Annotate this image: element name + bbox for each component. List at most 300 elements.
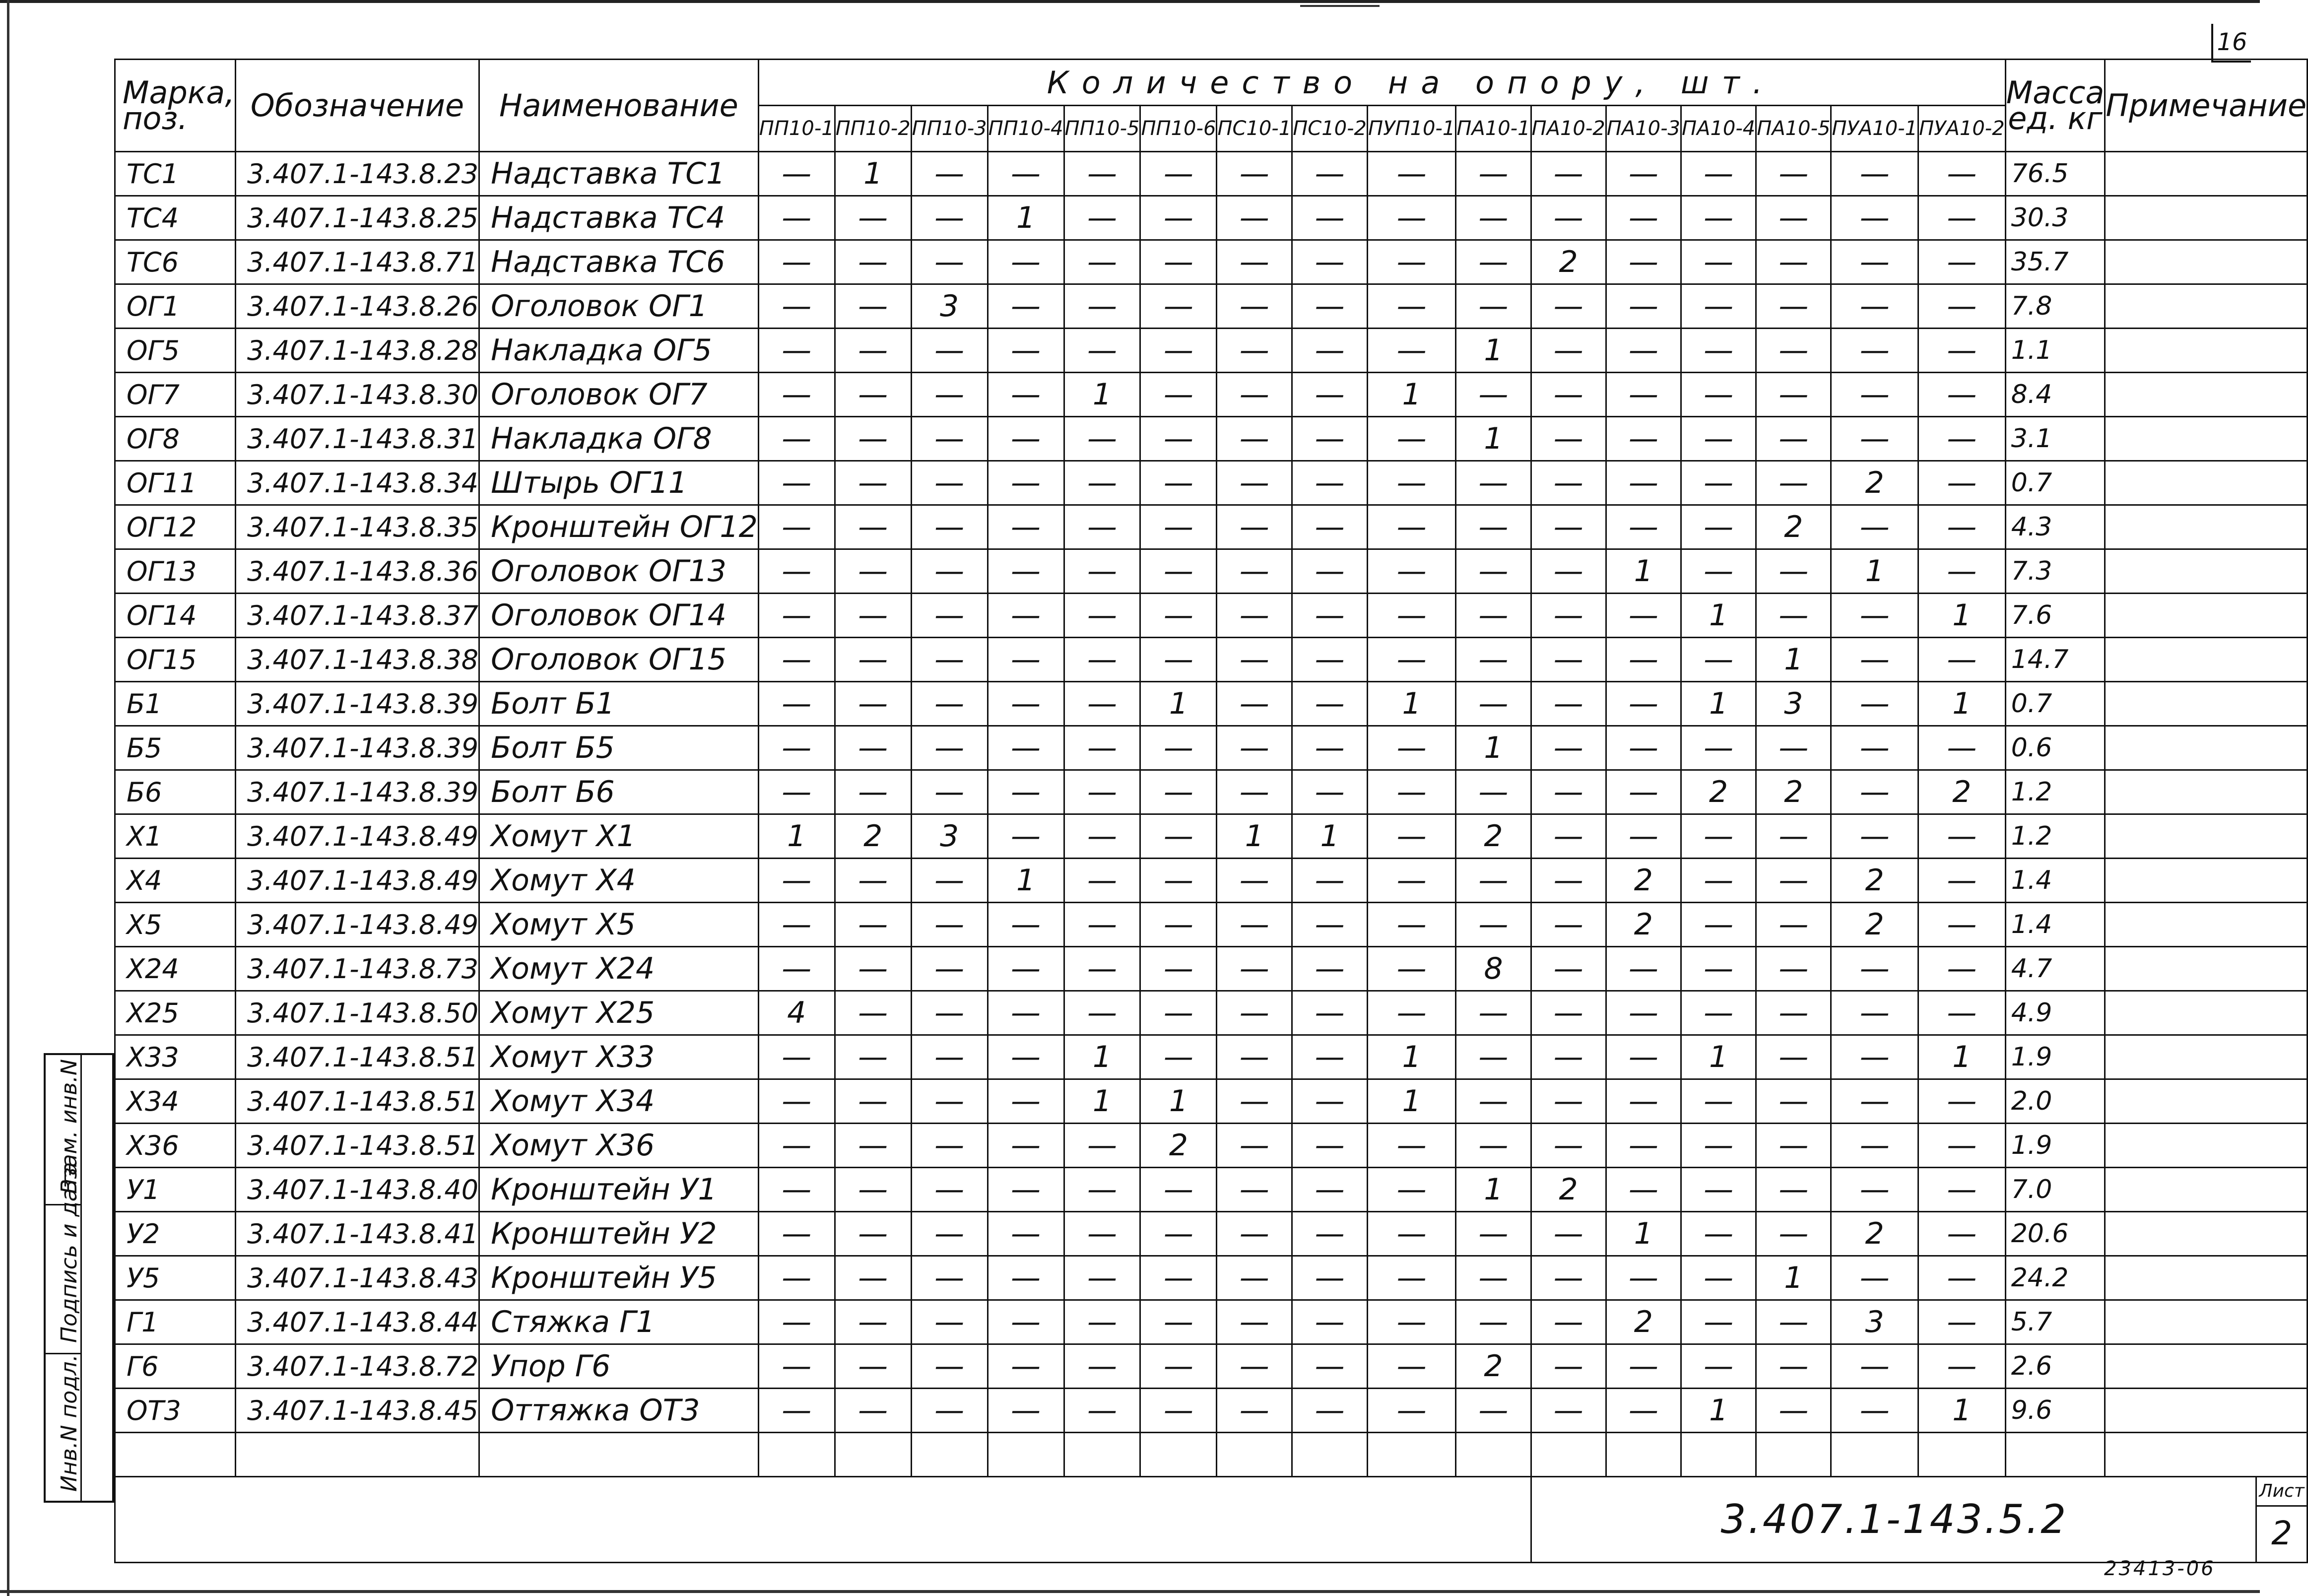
item-quantity: — [1292, 461, 1368, 505]
item-quantity: — [1292, 682, 1368, 726]
item-quantity: — [988, 991, 1064, 1035]
item-mark: ОГ1 [115, 284, 236, 329]
item-quantity: — [1756, 991, 1831, 1035]
item-quantity: — [1367, 947, 1455, 991]
empty-cell [1292, 1433, 1368, 1477]
title-block [1531, 1477, 2308, 1563]
item-mark: ОГ14 [115, 594, 236, 638]
item-quantity: — [1064, 770, 1140, 814]
item-quantity: — [988, 814, 1064, 859]
item-quantity: — [988, 726, 1064, 770]
item-quantity: — [1064, 1124, 1140, 1168]
item-note [2105, 284, 2308, 329]
item-quantity: — [911, 505, 988, 549]
item-quantity: 1 [1367, 1035, 1455, 1079]
item-quantity: — [1606, 505, 1681, 549]
item-quantity: — [1064, 947, 1140, 991]
empty-cell [1367, 1433, 1455, 1477]
item-quantity: — [758, 152, 835, 196]
item-mass: 3.1 [2005, 417, 2105, 461]
item-quantity: — [1217, 638, 1292, 682]
item-quantity: — [1531, 947, 1606, 991]
item-quantity: — [1756, 1079, 1831, 1124]
support-header: ПУА10-1 [1831, 106, 1918, 152]
table-row [115, 1124, 2308, 1168]
item-quantity: — [835, 947, 911, 991]
item-name: Кронштейн ОГ12 [479, 505, 759, 549]
table-row [115, 152, 2308, 196]
item-note [2105, 1389, 2308, 1433]
item-quantity: — [911, 991, 988, 1035]
item-quantity: — [1681, 152, 1756, 196]
item-quantity: — [911, 1035, 988, 1079]
item-name: Кронштейн У2 [479, 1212, 759, 1256]
item-note [2105, 1035, 2308, 1079]
item-quantity: — [1367, 329, 1455, 373]
item-quantity: — [1606, 1079, 1681, 1124]
item-quantity: — [911, 859, 988, 903]
item-name: Болт Б1 [479, 682, 759, 726]
item-quantity: — [1292, 1256, 1368, 1300]
item-quantity: — [1918, 859, 2006, 903]
table-row [115, 1212, 2308, 1256]
table-row [115, 594, 2308, 638]
item-quantity: — [1681, 903, 1756, 947]
item-mass: 1.4 [2005, 859, 2105, 903]
empty-cell [835, 1433, 911, 1477]
item-quantity: — [1064, 152, 1140, 196]
item-name: Надставка ТС1 [479, 152, 759, 196]
table-row [115, 1168, 2308, 1212]
item-quantity: — [1756, 284, 1831, 329]
item-quantity: — [835, 329, 911, 373]
item-quantity: — [1756, 152, 1831, 196]
sheet-label: Лист [2255, 1477, 2307, 1507]
item-quantity: — [1292, 1344, 1368, 1389]
item-quantity: — [1456, 1079, 1531, 1124]
item-designation: 3.407.1-143.8.37 [236, 594, 479, 638]
item-quantity: — [988, 373, 1064, 417]
item-quantity: — [1292, 770, 1368, 814]
empty-cell [758, 1433, 835, 1477]
item-quantity: 1 [1064, 1035, 1140, 1079]
item-quantity: — [1217, 1256, 1292, 1300]
item-quantity: 1 [1756, 1256, 1831, 1300]
item-mark: ОГ7 [115, 373, 236, 417]
item-quantity: — [758, 638, 835, 682]
item-quantity: — [911, 770, 988, 814]
item-quantity: — [758, 1389, 835, 1433]
item-quantity: — [988, 947, 1064, 991]
title-block-box [1532, 1477, 2307, 1562]
item-quantity: — [1681, 1124, 1756, 1168]
item-quantity: — [1140, 814, 1217, 859]
item-quantity: 2 [1606, 859, 1681, 903]
item-designation: 3.407.1-143.8.49 [236, 814, 479, 859]
item-note [2105, 991, 2308, 1035]
item-mark: Х25 [115, 991, 236, 1035]
item-mass: 4.9 [2005, 991, 2105, 1035]
item-quantity: — [1217, 1124, 1292, 1168]
item-note [2105, 903, 2308, 947]
item-mark: У1 [115, 1168, 236, 1212]
item-quantity: — [1292, 284, 1368, 329]
item-quantity: 1 [835, 152, 911, 196]
table-row [115, 240, 2308, 284]
item-quantity: — [1217, 417, 1292, 461]
item-quantity: 1 [1681, 1035, 1756, 1079]
item-quantity: — [1756, 329, 1831, 373]
table-row [115, 461, 2308, 505]
item-quantity: — [1456, 152, 1531, 196]
item-mass: 24.2 [2005, 1256, 2105, 1300]
item-quantity: — [1606, 594, 1681, 638]
item-quantity: — [1140, 461, 1217, 505]
item-quantity: — [988, 549, 1064, 594]
item-quantity: — [1531, 196, 1606, 240]
item-note [2105, 1079, 2308, 1124]
item-quantity: — [1831, 1035, 1918, 1079]
item-quantity: — [1681, 373, 1756, 417]
document-code: 3.407.1-143.5.2 [1720, 1496, 2068, 1542]
item-quantity: — [1918, 373, 2006, 417]
item-quantity: 2 [1606, 903, 1681, 947]
item-quantity: — [1681, 1212, 1756, 1256]
item-quantity: — [835, 1035, 911, 1079]
item-quantity: — [835, 859, 911, 903]
item-quantity: — [1606, 461, 1681, 505]
item-quantity: — [1217, 1344, 1292, 1389]
item-quantity: — [1064, 1344, 1140, 1389]
empty-cell [1681, 1433, 1756, 1477]
item-quantity: — [988, 152, 1064, 196]
item-note [2105, 461, 2308, 505]
item-mark: Х5 [115, 903, 236, 947]
item-quantity: — [1064, 814, 1140, 859]
item-quantity: — [1606, 638, 1681, 682]
item-quantity: — [911, 903, 988, 947]
item-quantity: — [1606, 726, 1681, 770]
item-quantity: 1 [1681, 682, 1756, 726]
item-quantity: — [758, 1124, 835, 1168]
item-quantity: — [758, 417, 835, 461]
item-quantity: — [1217, 505, 1292, 549]
item-quantity: 1 [1064, 373, 1140, 417]
item-quantity: 3 [911, 814, 988, 859]
item-quantity: 2 [1456, 1344, 1531, 1389]
item-mass: 0.7 [2005, 461, 2105, 505]
item-quantity: — [1367, 991, 1455, 1035]
item-quantity: — [1367, 1124, 1455, 1168]
item-quantity: — [1064, 417, 1140, 461]
item-quantity: — [835, 903, 911, 947]
item-quantity: — [1531, 1389, 1606, 1433]
item-quantity: — [1217, 461, 1292, 505]
item-quantity: — [1367, 152, 1455, 196]
item-quantity: — [1367, 770, 1455, 814]
item-quantity: — [1456, 859, 1531, 903]
item-quantity: — [1831, 682, 1918, 726]
item-note [2105, 1256, 2308, 1300]
item-quantity: — [1918, 814, 2006, 859]
empty-cell [2105, 1433, 2308, 1477]
item-designation: 3.407.1-143.8.36 [236, 549, 479, 594]
item-quantity: — [1456, 682, 1531, 726]
item-quantity: — [1681, 196, 1756, 240]
table-row [115, 814, 2308, 859]
item-quantity: — [1217, 196, 1292, 240]
item-quantity: 2 [1756, 505, 1831, 549]
support-header: ПП10-6 [1140, 106, 1217, 152]
item-mass: 7.3 [2005, 549, 2105, 594]
item-quantity: — [1064, 1168, 1140, 1212]
item-quantity: 1 [1292, 814, 1368, 859]
item-note [2105, 682, 2308, 726]
item-note [2105, 152, 2308, 196]
item-quantity: — [1217, 594, 1292, 638]
item-quantity: — [1292, 594, 1368, 638]
item-note [2105, 1124, 2308, 1168]
item-mark: Б5 [115, 726, 236, 770]
table-row [115, 991, 2308, 1035]
item-quantity: — [1756, 1389, 1831, 1433]
item-quantity: — [1292, 726, 1368, 770]
item-mass: 9.6 [2005, 1389, 2105, 1433]
item-quantity: — [911, 1300, 988, 1344]
item-quantity: — [1292, 1389, 1368, 1433]
item-quantity: — [1140, 903, 1217, 947]
item-quantity: — [1367, 1300, 1455, 1344]
empty-cell [236, 1433, 479, 1477]
item-mark: ОГ15 [115, 638, 236, 682]
table-row [115, 1300, 2308, 1344]
empty-row [115, 1433, 2308, 1477]
empty-cell [1756, 1433, 1831, 1477]
item-quantity: — [1140, 859, 1217, 903]
item-quantity: — [1606, 240, 1681, 284]
item-mark: Г1 [115, 1300, 236, 1344]
item-mass: 1.1 [2005, 329, 2105, 373]
item-quantity: — [988, 1035, 1064, 1079]
item-quantity: — [835, 549, 911, 594]
item-quantity: 1 [1918, 1389, 2006, 1433]
item-designation: 3.407.1-143.8.49 [236, 903, 479, 947]
item-quantity: — [1292, 505, 1368, 549]
item-quantity: — [1456, 284, 1531, 329]
item-quantity: — [1064, 196, 1140, 240]
header-note: Примечание [2105, 60, 2308, 152]
item-designation: 3.407.1-143.8.49 [236, 859, 479, 903]
empty-cell [1064, 1433, 1140, 1477]
left-strip-signature-label: Подпись и дата [57, 1162, 82, 1343]
table-row [115, 682, 2308, 726]
item-quantity: — [1140, 240, 1217, 284]
left-strip-inv-label: Инв.N подл. [57, 1354, 82, 1492]
item-quantity: — [1918, 947, 2006, 991]
table-row [115, 947, 2308, 991]
item-quantity: — [758, 461, 835, 505]
item-quantity: — [988, 329, 1064, 373]
item-quantity: — [1606, 991, 1681, 1035]
item-quantity: — [1681, 417, 1756, 461]
item-designation: 3.407.1-143.8.35 [236, 505, 479, 549]
item-quantity: — [1292, 1168, 1368, 1212]
item-name: Накладка ОГ8 [479, 417, 759, 461]
item-quantity: — [1456, 1300, 1531, 1344]
item-quantity: — [758, 1212, 835, 1256]
item-mass: 35.7 [2005, 240, 2105, 284]
item-quantity: — [1531, 770, 1606, 814]
item-quantity: — [1140, 152, 1217, 196]
item-mark: Х36 [115, 1124, 236, 1168]
item-quantity: — [911, 682, 988, 726]
item-quantity: — [1681, 814, 1756, 859]
item-name: Штырь ОГ11 [479, 461, 759, 505]
item-quantity: — [1140, 947, 1217, 991]
item-quantity: — [911, 638, 988, 682]
item-quantity: — [1140, 594, 1217, 638]
item-quantity: — [1367, 903, 1455, 947]
item-name: Болт Б5 [479, 726, 759, 770]
item-quantity: — [1918, 1344, 2006, 1389]
item-quantity: — [1531, 284, 1606, 329]
item-quantity: — [758, 284, 835, 329]
item-name: Хомут Х33 [479, 1035, 759, 1079]
item-quantity: — [1064, 638, 1140, 682]
item-quantity: — [1367, 1256, 1455, 1300]
item-designation: 3.407.1-143.8.50 [236, 991, 479, 1035]
item-name: Хомут Х24 [479, 947, 759, 991]
item-quantity: 1 [1217, 814, 1292, 859]
item-quantity: — [1292, 1124, 1368, 1168]
item-quantity: — [1531, 373, 1606, 417]
item-quantity: — [1531, 505, 1606, 549]
item-mass: 1.9 [2005, 1035, 2105, 1079]
item-quantity: 3 [1756, 682, 1831, 726]
item-quantity: — [1292, 196, 1368, 240]
item-quantity: — [1918, 240, 2006, 284]
item-quantity: — [911, 329, 988, 373]
item-mark: ТС4 [115, 196, 236, 240]
item-quantity: — [1292, 152, 1368, 196]
item-mark: Б1 [115, 682, 236, 726]
item-quantity: — [835, 770, 911, 814]
item-quantity: — [758, 505, 835, 549]
page-left-edge [7, 0, 9, 1596]
item-quantity: — [1918, 505, 2006, 549]
item-quantity: — [1456, 505, 1531, 549]
item-quantity: — [1531, 594, 1606, 638]
table-row [115, 1389, 2308, 1433]
item-quantity: — [911, 594, 988, 638]
item-quantity: — [758, 1256, 835, 1300]
item-quantity: — [1456, 549, 1531, 594]
empty-cell [1606, 1433, 1681, 1477]
table-row [115, 373, 2308, 417]
item-name: Оголовок ОГ15 [479, 638, 759, 682]
item-mass: 1.4 [2005, 903, 2105, 947]
item-quantity: — [1681, 947, 1756, 991]
item-note [2105, 240, 2308, 284]
item-quantity: — [1456, 903, 1531, 947]
item-quantity: — [1756, 859, 1831, 903]
item-quantity: 1 [1681, 594, 1756, 638]
item-quantity: — [1140, 196, 1217, 240]
item-quantity: — [1367, 284, 1455, 329]
item-mark: ТС1 [115, 152, 236, 196]
support-header: ПП10-4 [988, 106, 1064, 152]
item-quantity: — [1140, 1344, 1217, 1389]
item-quantity: — [1918, 1079, 2006, 1124]
item-quantity: — [835, 461, 911, 505]
item-quantity: — [1831, 1344, 1918, 1389]
item-quantity: — [1681, 638, 1756, 682]
empty-cell [1140, 1433, 1217, 1477]
item-mark: Б6 [115, 770, 236, 814]
item-quantity: — [835, 991, 911, 1035]
item-quantity: — [911, 1124, 988, 1168]
item-quantity: 2 [1606, 1300, 1681, 1344]
item-quantity: — [1531, 417, 1606, 461]
item-quantity: 1 [1456, 726, 1531, 770]
item-quantity: — [911, 1344, 988, 1389]
item-quantity: — [1217, 770, 1292, 814]
item-quantity: — [1531, 152, 1606, 196]
item-note [2105, 549, 2308, 594]
item-note [2105, 196, 2308, 240]
item-quantity: — [988, 594, 1064, 638]
item-note [2105, 1212, 2308, 1256]
item-mark: Х34 [115, 1079, 236, 1124]
item-quantity: — [1606, 1256, 1681, 1300]
item-quantity: 1 [988, 196, 1064, 240]
item-quantity: — [1831, 417, 1918, 461]
item-mark: ОГ5 [115, 329, 236, 373]
item-designation: 3.407.1-143.8.30 [236, 373, 479, 417]
item-quantity: 1 [758, 814, 835, 859]
item-quantity: — [1456, 770, 1531, 814]
item-quantity: — [1918, 903, 2006, 947]
item-quantity: 1 [1831, 549, 1918, 594]
support-header: ПС10-1 [1217, 106, 1292, 152]
item-mark: ОГ12 [115, 505, 236, 549]
item-quantity: — [1217, 284, 1292, 329]
item-quantity: — [1831, 505, 1918, 549]
left-strip-divider-2 [46, 1353, 80, 1354]
item-mark: ТС6 [115, 240, 236, 284]
item-quantity: — [758, 1168, 835, 1212]
item-quantity: 8 [1456, 947, 1531, 991]
item-quantity: — [758, 903, 835, 947]
item-quantity: — [911, 1079, 988, 1124]
item-designation: 3.407.1-143.8.41 [236, 1212, 479, 1256]
item-quantity: — [1606, 947, 1681, 991]
item-mark: ОГ8 [115, 417, 236, 461]
item-quantity: 1 [1367, 682, 1455, 726]
item-quantity: — [1756, 373, 1831, 417]
item-quantity: — [835, 284, 911, 329]
item-quantity: — [1217, 1389, 1292, 1433]
item-quantity: — [1918, 549, 2006, 594]
item-quantity: — [988, 1300, 1064, 1344]
item-mass: 30.3 [2005, 196, 2105, 240]
item-quantity: 3 [911, 284, 988, 329]
item-quantity: — [1918, 284, 2006, 329]
item-quantity: — [1918, 1124, 2006, 1168]
header-quantity-title: Количество на опору, шт. [758, 60, 2005, 106]
item-name: Хомут Х4 [479, 859, 759, 903]
header-mark: Марка, поз. [115, 60, 236, 152]
